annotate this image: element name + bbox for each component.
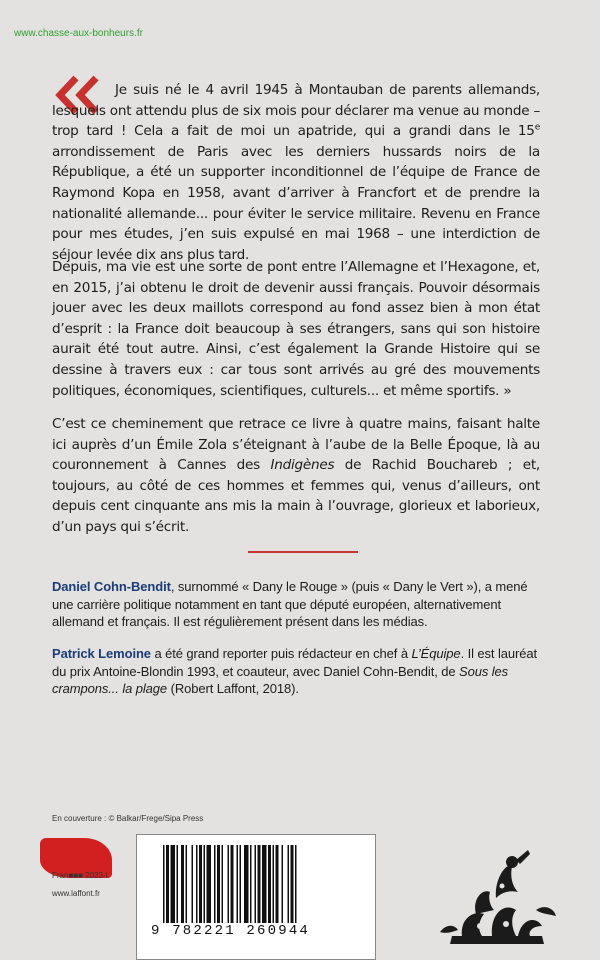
cover-credit: En couverture : © Balkar/Frege/Sipa Press: [52, 814, 204, 823]
author-name: Daniel Cohn-Bendit: [52, 579, 171, 594]
price-code: Fran■■■ 2023-I: [52, 871, 108, 880]
paragraph-2: Depuis, ma vie est une sorte de pont entre l’Allemagne et l’Hexagone, et, en 2015, j’ai obtenu le droit de devenir aussi français. Pouvoir désormais jouer avec les deux maillots correspond au fond assez bien à mon état d’esprit : la France doit beaucoup à ses étrangers, sans qui son histoire aurait été tout autre. Ainsi, c’est également la Grande Histoire qui se dessine à travers eux : car tous sont arrivés au gré des mouvements politiques, économiques, scientifiques, culturels... et même sportifs. »: [52, 259, 540, 399]
watermark: www.chasse-aux-bonheurs.fr: [14, 28, 143, 39]
isbn-number: 9 782221 260944: [151, 923, 311, 939]
author-bio-cohn-bendit: Daniel Cohn-Bendit, surnommé « Dany le Rouge » (puis « Dany le Vert »), a mené une carrière politique notamment en tant que député européen, alternativement allemand et français. Il est régulièrement présent dans les médias.: [52, 579, 528, 629]
author-name: Patrick Lemoine: [52, 646, 151, 661]
author-bio-lemoine: Patrick Lemoine a été grand reporter puis rédacteur en chef à L’Équipe. Il est lauréat du prix Antoine-Blondin 1993, et coauteur, avec Daniel Cohn-Bendit, de Sous les crampons... la plage (Robert Laffont, 2018).: [52, 646, 538, 696]
section-divider: [248, 551, 358, 553]
publisher-logo: [432, 840, 562, 952]
barcode-bars: [163, 845, 353, 923]
paragraph-1: Je suis né le 4 avril 1945 à Montauban de parents allemands, lesquels ont attendu plus de six mois pour déclarer ma venue au monde – trop tard ! Cela a fait de moi un apatride, qui a grandi dans le 15e arrondissement de Paris avec les derniers hussards noirs de la République, a été un supporter inconditionnel de l’équipe de France de Raymond Kopa en 1958, avant d’arriver à Francfort et de prendre la nationalité allemande... pour éviter le service militaire. Revenu en France pour mes études, j’en suis expulsé en mai 1968 – une interdiction de séjour levée dix ans plus tard.: [52, 82, 540, 263]
publisher-website: www.laffont.fr: [52, 889, 100, 898]
paragraph-3: C’est ce cheminement que retrace ce livre à quatre mains, faisant halte ici auprès d’un Émile Zola s’éteignant à l’aube de la Belle Époque, là au couronnement à Cannes des Indigènes de Rachid Bouchareb ; et, toujours, au côté de ces hommes et femmes qui, venus d’ailleurs, ont depuis cent cinquante ans mis la main à l’ouvrage, glorieux et laborieux, d’un pays qui s’écrit.: [52, 416, 540, 535]
barcode: [136, 834, 376, 960]
